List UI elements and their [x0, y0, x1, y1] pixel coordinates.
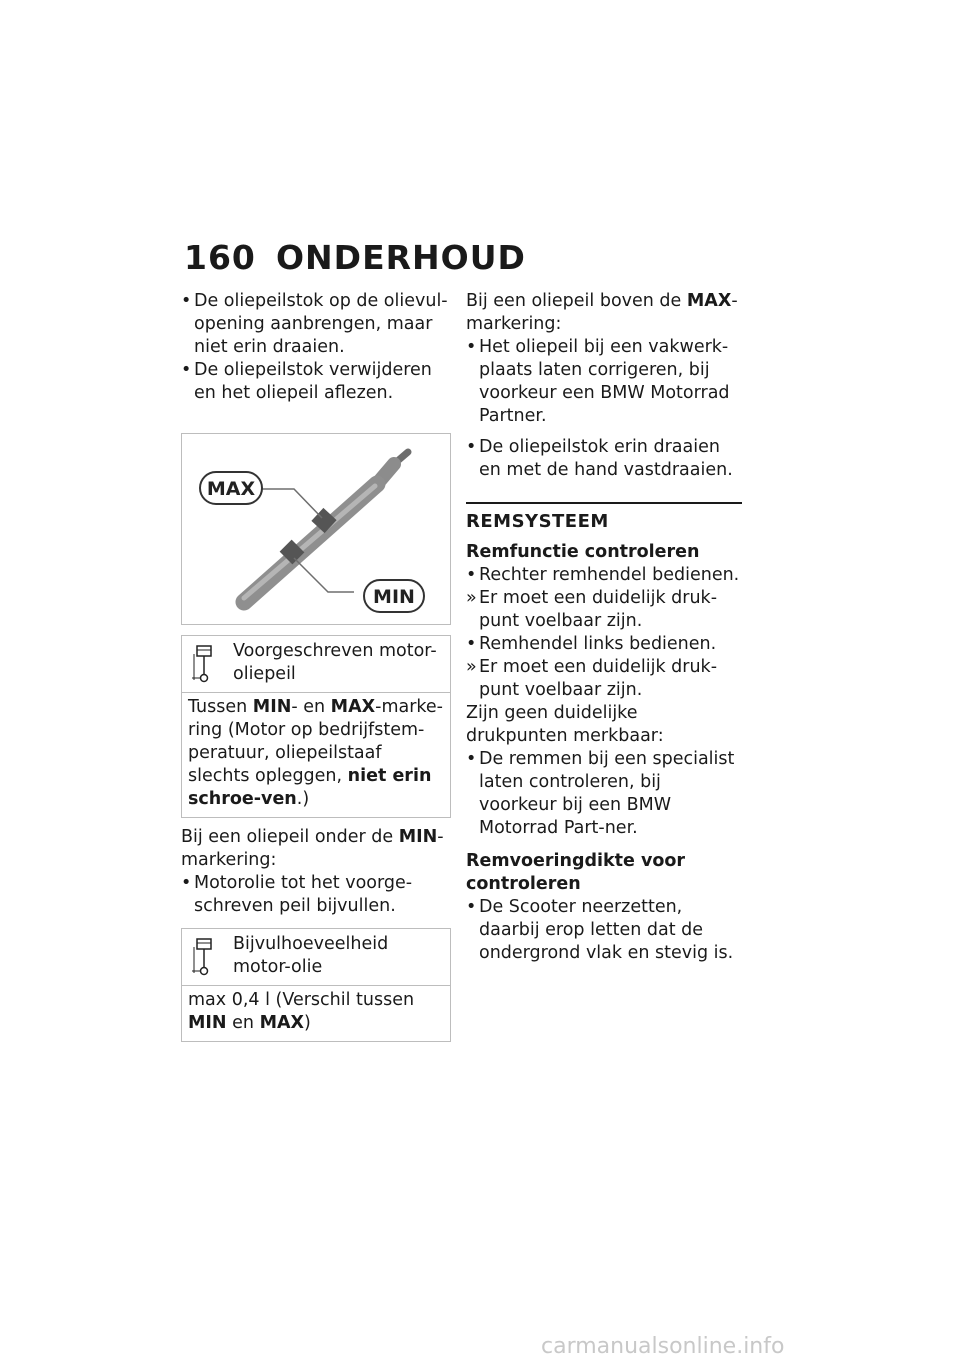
dipstick-figure [181, 433, 451, 625]
section-title: REMSYSTEEM [466, 502, 742, 533]
result-arrow-icon: » [466, 657, 477, 677]
spec-value: Tussen MIN- en MAX-marke-ring (Motor op bedrijfstem-peratuur, oliepeilstaaf slechts opleggen, niet erin schroe-ven.) [188, 697, 443, 809]
list-item: • De oliepeilstok op de olievul-opening aanbrengen, maar niet erin draaien. [181, 291, 448, 357]
bullet-icon: • [466, 565, 477, 585]
bullet-icon: • [466, 437, 477, 457]
bullet-icon: • [181, 873, 192, 893]
spec-table-oil-level [181, 635, 451, 818]
list-item: • De oliepeilstok erin draaien en met de hand vastdraaien. [466, 437, 733, 480]
list-item: • Remhendel links bedienen. [466, 634, 717, 654]
list-item: • Het oliepeil bij een vakwerk-plaats laten corrigeren, bij voorkeur een BMW Motorrad Partner. [466, 337, 730, 426]
bullet-icon: • [466, 749, 477, 769]
bullet-icon: • [466, 634, 477, 654]
max-label: MAX [206, 478, 256, 500]
dipstick-illustration [182, 434, 450, 624]
list-item: • De remmen bij een specialist laten controleren, bij voorkeur bij een BMW Motorrad Part-ner. [466, 749, 735, 838]
list-item: • De Scooter neerzetten, daarbij erop letten dat de ondergrond vlak en stevig is. [466, 897, 734, 963]
list-item: » Er moet een duidelijk druk-punt voelbaar zijn. [466, 588, 718, 631]
bullet-icon: • [181, 291, 192, 311]
list-item: » Er moet een duidelijk druk-punt voelbaar zijn. [466, 657, 718, 700]
spec-label: Voorgeschreven motor-oliepeil [233, 641, 437, 684]
subsection-title: Remvoeringdikte voor controleren [466, 851, 686, 894]
spec-value: max 0,4 l (Verschil tussen MIN en MAX) [188, 990, 415, 1033]
dipstick-icon [188, 640, 233, 686]
dipstick-icon [188, 933, 233, 979]
subsection-title: Remfunctie controleren [466, 542, 700, 562]
left-column [181, 290, 451, 1042]
bullet-icon: • [181, 360, 192, 380]
right-column [466, 290, 742, 965]
result-arrow-icon: » [466, 588, 477, 608]
page-header [184, 238, 526, 277]
spec-label: Bijvulhoeveelheid motor-olie [233, 934, 389, 977]
paragraph: Zijn geen duidelijke drukpunten merkbaar: [466, 703, 664, 746]
page-title: ONDERHOUD [276, 238, 526, 277]
list-item: • De oliepeilstok verwijderen en het oliepeil aflezen. [181, 360, 432, 403]
list-item: • Rechter remhendel bedienen. [466, 565, 740, 585]
page-number: 160 [184, 238, 256, 277]
list-item: • Motorolie tot het voorge-schreven peil bijvullen. [181, 873, 413, 916]
paragraph: Bij een oliepeil boven de MAX-markering: [466, 291, 738, 334]
min-label: MIN [373, 586, 415, 608]
bullet-icon: • [466, 897, 477, 917]
paragraph: Bij een oliepeil onder de MIN-markering: [181, 827, 444, 870]
bullet-icon: • [466, 337, 477, 357]
spec-table-refill [181, 928, 451, 1042]
watermark: carmanualsonline.info [541, 1334, 785, 1359]
